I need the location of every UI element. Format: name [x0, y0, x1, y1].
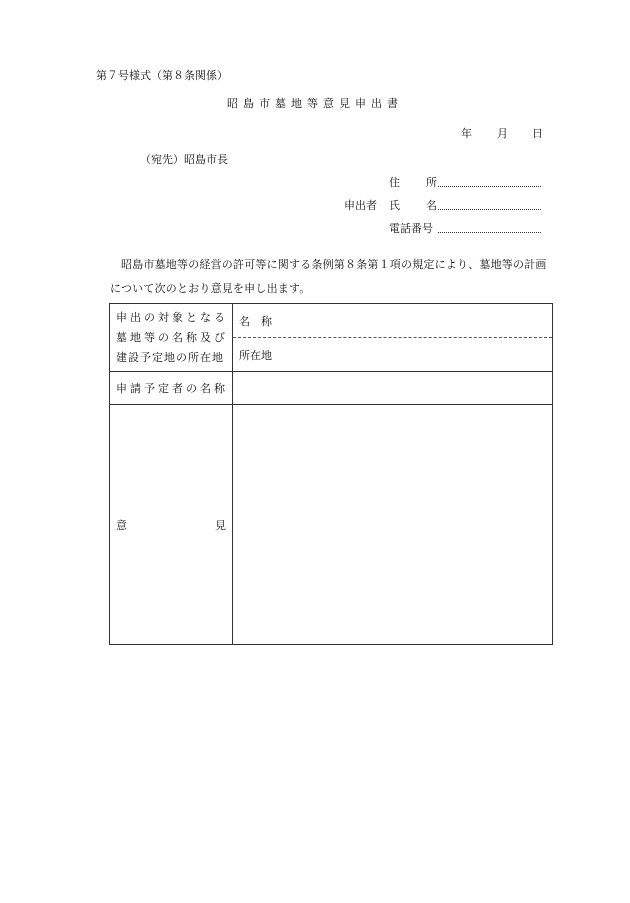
- target-label-line-2: 墓地等の名称及び: [116, 330, 228, 344]
- target-value-cell: [233, 304, 553, 372]
- date-year-label: 年: [461, 127, 472, 140]
- body-text-line-2: について次のとおり意見を申し出ます。: [110, 282, 311, 295]
- name-label: [389, 197, 437, 213]
- facility-location-label: 所在地: [239, 348, 272, 362]
- addressee: （宛先）昭島市長: [140, 153, 228, 166]
- facility-name-label: 名 称: [239, 314, 272, 328]
- applicant-label: 申出者: [344, 199, 377, 212]
- address-label-char-1: 住: [389, 176, 400, 189]
- body-text-line-1: 昭島市墓地等の経営の許可等に関する条例第８条第１項の規定により、墓地等の計画: [121, 258, 547, 271]
- target-label-line-3: 建設予定地の所在地: [116, 350, 224, 364]
- applicant-name-row: [110, 372, 553, 405]
- target-label-line-1: 申出の対象となる: [116, 310, 228, 324]
- form-number: 第７号様式（第８条関係）: [96, 69, 228, 82]
- applicant-name-field[interactable]: [233, 372, 553, 405]
- address-label-char-2: 所: [426, 176, 437, 189]
- date-day-label: 日: [532, 127, 543, 140]
- date-month-label: 月: [497, 127, 508, 140]
- applicant-name-label: 申請予定者の名称: [110, 372, 233, 405]
- name-field[interactable]: [438, 196, 541, 210]
- target-label: [110, 304, 233, 372]
- opinion-form-table: [109, 303, 553, 645]
- name-label-char-2: 名: [426, 199, 437, 212]
- phone-field[interactable]: [438, 219, 541, 233]
- opinion-row: [110, 405, 553, 645]
- name-label-char-1: 氏: [389, 199, 400, 212]
- opinion-label-char-1: 意: [116, 518, 127, 532]
- document-title: 昭島市墓地等意見申出書: [227, 97, 403, 110]
- opinion-label-char-2: 見: [215, 518, 226, 532]
- opinion-field[interactable]: [233, 405, 553, 645]
- opinion-label: [110, 405, 233, 645]
- facility-location-field[interactable]: [233, 337, 552, 371]
- address-field[interactable]: [438, 173, 541, 187]
- phone-label: 電話番号: [389, 222, 433, 235]
- target-row: [110, 304, 553, 372]
- facility-name-field[interactable]: [233, 304, 552, 337]
- address-label: [389, 174, 437, 190]
